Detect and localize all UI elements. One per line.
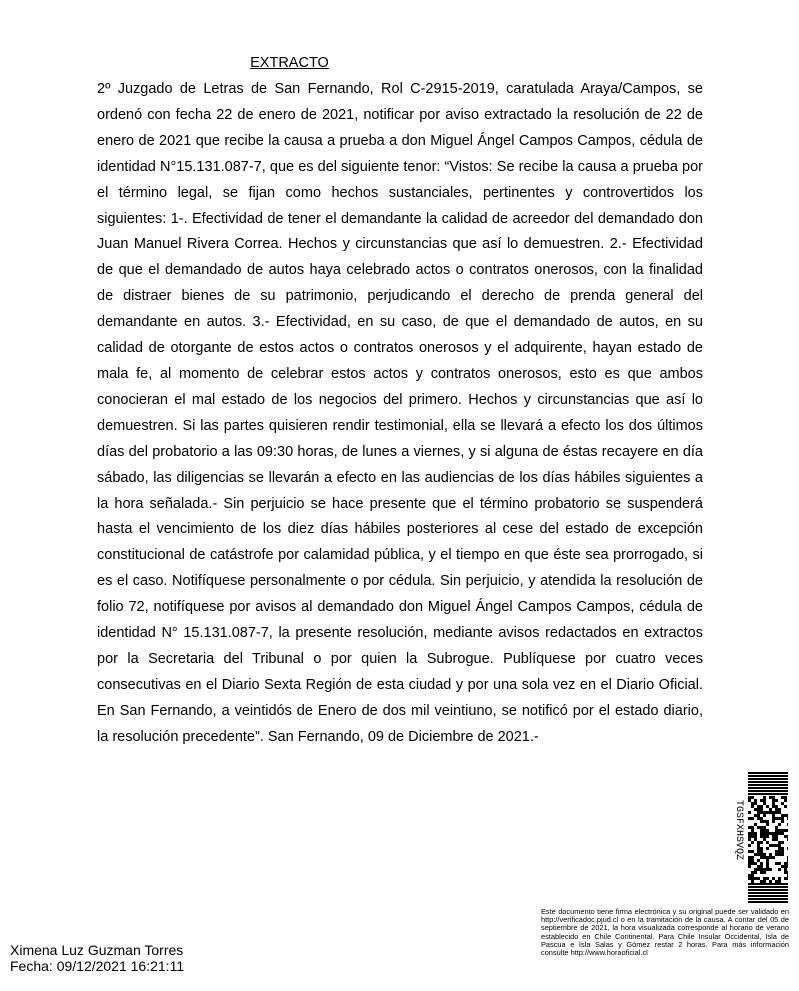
verification-notice: Este documento tiene firma electrónica y su original puede ser validado en http://verificadoc.pjud.cl o en la tramitación de la causa. A contar del 05 de septiembre de 2021, la hora visualizada corresponde al horario de verano establecido en Chile Continental. Para Chile Insular Occidental, Isla de Pascua e Isla Salas y Gómez restar 2 horas. Para más información consulte http://www.horaoficial.cl [541,907,789,958]
verification-code: TGSFXHSVQZ [733,800,744,861]
signer-name: Ximena Luz Guzman Torres [10,942,184,958]
document-title: EXTRACTO [250,55,329,71]
signer-block [10,942,184,974]
document-body: 2º Juzgado de Letras de San Fernando, Rol C-2915-2019, caratulada Araya/Campos, se ordenó con fecha 22 de enero de 2021, notificar por aviso extractado la resolución de 22 de enero de 2021 que recibe la causa a prueba a don Miguel Ángel Campos Campos, cédula de identidad N°15.131.087-7, que es del siguiente tenor: “Vistos: Se recibe la causa a prueba por el término legal, se fijan como hechos sustanciales, pertinentes y controvertidos los siguientes: 1-. Efectividad de tener el demandante la calidad de acreedor del demandado don Juan Manuel Rivera Correa. Hechos y circunstancias que así lo demuestren. 2.- Efectividad de que el demandado de autos haya celebrado actos o contratos onerosos, con la finalidad de distraer bienes de su patrimonio, perjudicando el derecho de prenda general del demandante en autos. 3.- Efectividad, en su caso, de que el demandado de autos, en su calidad de otorgante de estos actos o contratos onerosos y el adquirente, hayan estado de mala fe, al momento de celebrar estos actos y contratos onerosos, esto es que ambos conocieran el mal estado de los negocios del primero. Hechos y circunstancias que así lo demuestren. Si las partes quisieren rendir testimonial, ella se llevará a efecto los dos últimos días del probatorio a las 09:30 horas, de lunes a viernes, y si alguna de éstas recayere en día sábado, las diligencias se llevarán a efecto en las audiencias de los días hábiles siguientes a la hora señalada.- Sin perjuicio se hace presente que el término probatorio se suspenderá hasta el vencimiento de los diez días hábiles posteriores al cese del estado de excepción constitucional de catástrofe por calamidad pública, y el tiempo en que éste sea prorrogado, si es el caso. Notifíquese personalmente o por cédula. Sin perjuicio, y atendida la resolución de folio 72, notifíquese por avisos al demandado don Miguel Ángel Campos Campos, cédula de identidad N° 15.131.087-7, la presente resolución, mediante avisos redactados en extractos por la Secretaria del Tribunal o por quien la Subrogue. Publíquese por cuatro veces consecutivas en el Diario Sexta Región de esta ciudad y por una sola vez en el Diario Oficial. En San Fernando, a veintidós de Enero de dos mil veintiuno, se notificó por el estado diario, la resolución precedente”. San Fernando, 09 de Diciembre de 2021.- [97,81,703,745]
verification-barcode [748,772,788,904]
signature-date: Fecha: 09/12/2021 16:21:11 [10,958,185,974]
